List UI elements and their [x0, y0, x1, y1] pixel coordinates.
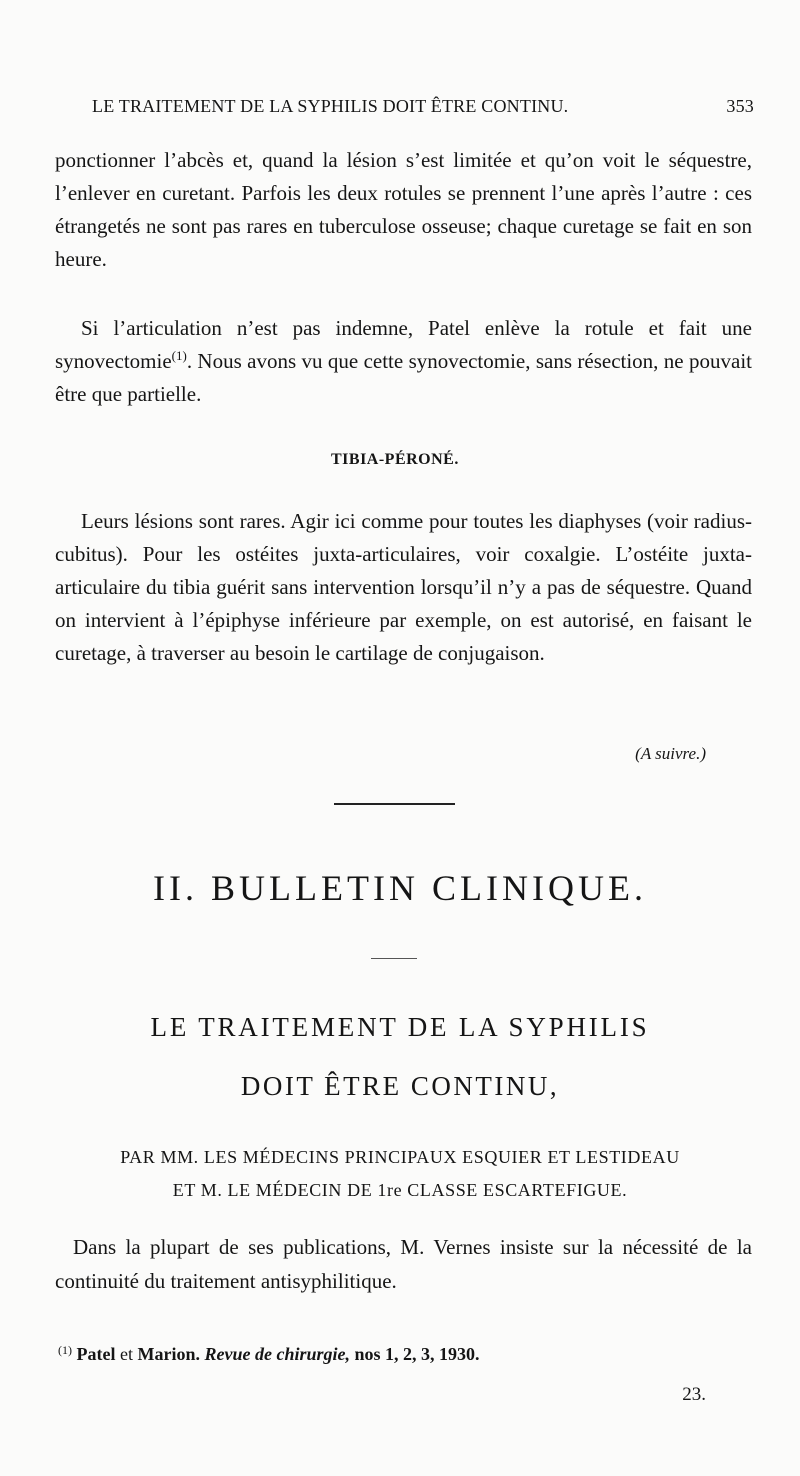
subheading-tibia-perone: TIBIA-PÉRONÉ. [331, 451, 459, 468]
footnote [58, 1344, 480, 1365]
footnote-marker: (1) [58, 1343, 72, 1357]
footnote-reference: (1) [171, 348, 187, 363]
footnote-connector: et [119, 1344, 133, 1364]
footnote-author-2: Marion. [137, 1344, 200, 1364]
short-divider-rule [371, 958, 417, 959]
article-byline-2: ET M. LE MÉDECIN DE 1re CLASSE ESCARTEFIGUE. [172, 1180, 628, 1200]
footnote-issue: nos 1, 2, 3, 1930. [354, 1344, 480, 1364]
paragraph-synovectomy [55, 312, 752, 411]
paragraph-continued: ponctionner l’abcès et, quand la lésion s’est limitée et qu’on voit le séquestre, l’enlever en curetant. Parfois les deux rotules se prennent l’une après l’autre : ces étrangetés ne sont pas rares en tuberculose osseuse; chaque curetage se fait en son heure. [55, 148, 752, 271]
running-head [92, 96, 754, 122]
gathering-signature: 23. [682, 1384, 706, 1405]
footnote-author-1: Patel [76, 1344, 116, 1364]
section-title: II. BULLETIN CLINIQUE. [153, 868, 647, 908]
article-title-line-2: DOIT ÊTRE CONTINU, [240, 1071, 560, 1101]
paragraph-synovectomy-text-after: . Nous avons vu que cette synovectomie, sans résection, ne pouvait être que partielle. [55, 349, 752, 406]
article-byline-1: PAR MM. LES MÉDECINS PRINCIPAUX ESQUIER ET LESTIDEAU [120, 1147, 680, 1167]
article-title-line-1: LE TRAITEMENT DE LA SYPHILIS [150, 1012, 650, 1042]
paragraph-synovectomy-text-before: Si l’articulation n’est pas indemne, Patel enlève la rotule et fait une synovectomie [55, 316, 752, 373]
running-title: LE TRAITEMENT DE LA SYPHILIS DOIT ÊTRE CONTINU. [92, 96, 569, 116]
section-divider-rule [334, 803, 455, 805]
page-number: 353 [726, 96, 754, 116]
footnote-journal: Revue de chirurgie, [204, 1344, 350, 1364]
article-opening-paragraph: Dans la plupart de ses publications, M. Vernes insiste sur la nécessité de la continuité du traitement antisyphilitique. [55, 1235, 752, 1293]
to-be-continued: (A suivre.) [635, 744, 706, 763]
paragraph-tibia: Leurs lésions sont rares. Agir ici comme pour toutes les diaphyses (voir radius-cubitus). Pour les ostéites juxta-articulaires, voir coxalgie. L’ostéite juxta-articulaire du tibia guérit sans intervention lorsqu’il n’y a pas de séquestre. Quand on intervient à l’épiphyse inférieure par exemple, on est autorisé, en faisant le curetage, à traverser au besoin le cartilage de conjugaison. [55, 509, 752, 665]
